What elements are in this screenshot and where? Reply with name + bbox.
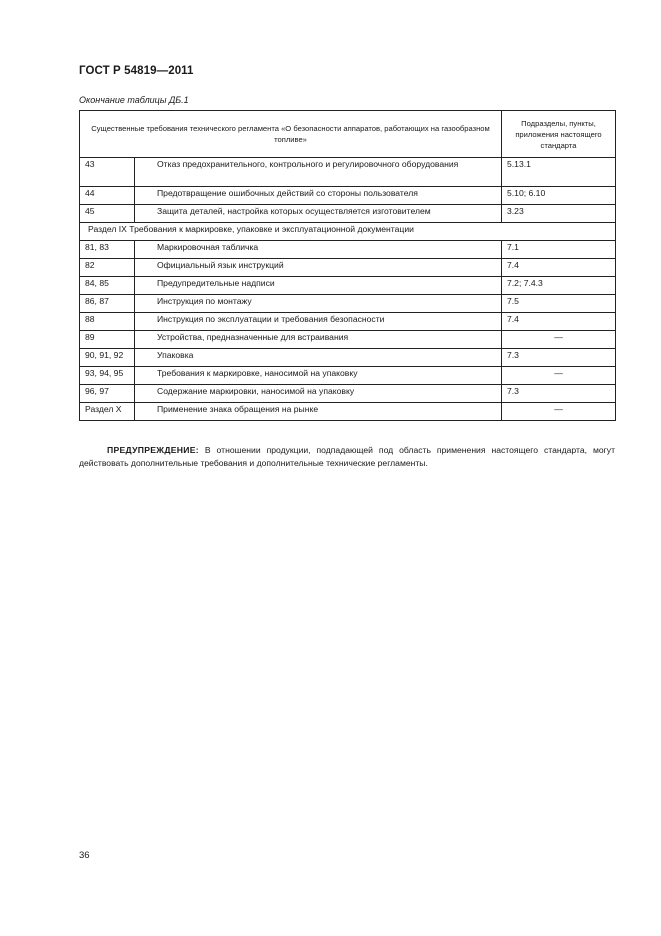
row-reference: 7.4 xyxy=(502,313,616,331)
row-reference: 3.23 xyxy=(502,205,616,223)
row-requirement: Инструкция по монтажу xyxy=(135,295,502,313)
table-caption: Окончание таблицы ДБ.1 xyxy=(79,95,189,105)
row-number: 82 xyxy=(80,259,135,277)
row-number: 88 xyxy=(80,313,135,331)
table-row xyxy=(80,259,616,277)
row-number: 96, 97 xyxy=(80,385,135,403)
table-row xyxy=(80,403,616,421)
row-number: Раздел X xyxy=(80,403,135,421)
table-row xyxy=(80,385,616,403)
row-requirement: Инструкция по эксплуатации и требования безопасности xyxy=(135,313,502,331)
warning-text: В отношении продукции, подпадающей под область применения настоящего стандарта, могут действовать дополнительные требования и дополнительные технические регламенты. xyxy=(79,444,615,468)
row-requirement: Устройства, предназначенные для встраивания xyxy=(135,331,502,349)
row-requirement: Предупредительные надписи xyxy=(135,277,502,295)
row-number: 84, 85 xyxy=(80,277,135,295)
table-row xyxy=(80,367,616,385)
row-reference: — xyxy=(502,403,616,421)
row-number: 81, 83 xyxy=(80,241,135,259)
row-number: 45 xyxy=(80,205,135,223)
row-reference: 7.4 xyxy=(502,259,616,277)
table-row xyxy=(80,187,616,205)
row-requirement: Требования к маркировке, наносимой на упаковку xyxy=(135,367,502,385)
table-row xyxy=(80,349,616,367)
table-row xyxy=(80,241,616,259)
row-number: 44 xyxy=(80,187,135,205)
row-number: 86, 87 xyxy=(80,295,135,313)
row-requirement: Отказ предохранительного, контрольного и регулировочного оборудования xyxy=(135,158,502,187)
page-number: 36 xyxy=(79,850,90,861)
document-header: ГОСТ Р 54819—2011 xyxy=(79,65,194,77)
row-requirement: Защита деталей, настройка которых осуществляется изготовителем xyxy=(135,205,502,223)
table-row xyxy=(80,158,616,187)
row-number: 89 xyxy=(80,331,135,349)
header-requirements: Существенные требования технического регламента «О безопасности аппаратов, работающих на газообразном топливе» xyxy=(80,111,502,158)
row-requirement: Маркировочная табличка xyxy=(135,241,502,259)
row-requirement: Предотвращение ошибочных действий со стороны пользователя xyxy=(135,187,502,205)
table-row xyxy=(80,295,616,313)
warning-paragraph xyxy=(79,444,615,470)
table-row xyxy=(80,277,616,295)
row-reference: 7.3 xyxy=(502,385,616,403)
table-header-row xyxy=(80,111,616,158)
row-reference: 7.3 xyxy=(502,349,616,367)
table-row xyxy=(80,205,616,223)
row-requirement: Применение знака обращения на рынке xyxy=(135,403,502,421)
row-reference: 5.10; 6.10 xyxy=(502,187,616,205)
row-reference: 7.5 xyxy=(502,295,616,313)
row-reference: — xyxy=(502,367,616,385)
section-title: Раздел IX Требования к маркировке, упаковке и эксплуатационной документации xyxy=(80,223,616,241)
requirements-table xyxy=(79,110,616,421)
row-number: 90, 91, 92 xyxy=(80,349,135,367)
row-reference: 7.2; 7.4.3 xyxy=(502,277,616,295)
row-requirement: Упаковка xyxy=(135,349,502,367)
section-row xyxy=(80,223,616,241)
row-reference: 5.13.1 xyxy=(502,158,616,187)
row-reference: — xyxy=(502,331,616,349)
table-row xyxy=(80,331,616,349)
header-references: Подразделы, пункты, приложения настоящего стандарта xyxy=(502,111,616,158)
row-requirement: Содержание маркировки, наносимой на упаковку xyxy=(135,385,502,403)
row-reference: 7.1 xyxy=(502,241,616,259)
warning-label: ПРЕДУПРЕЖДЕНИЕ: xyxy=(107,444,199,455)
row-number: 43 xyxy=(80,158,135,187)
row-requirement: Официальный язык инструкций xyxy=(135,259,502,277)
table-row xyxy=(80,313,616,331)
row-number: 93, 94, 95 xyxy=(80,367,135,385)
